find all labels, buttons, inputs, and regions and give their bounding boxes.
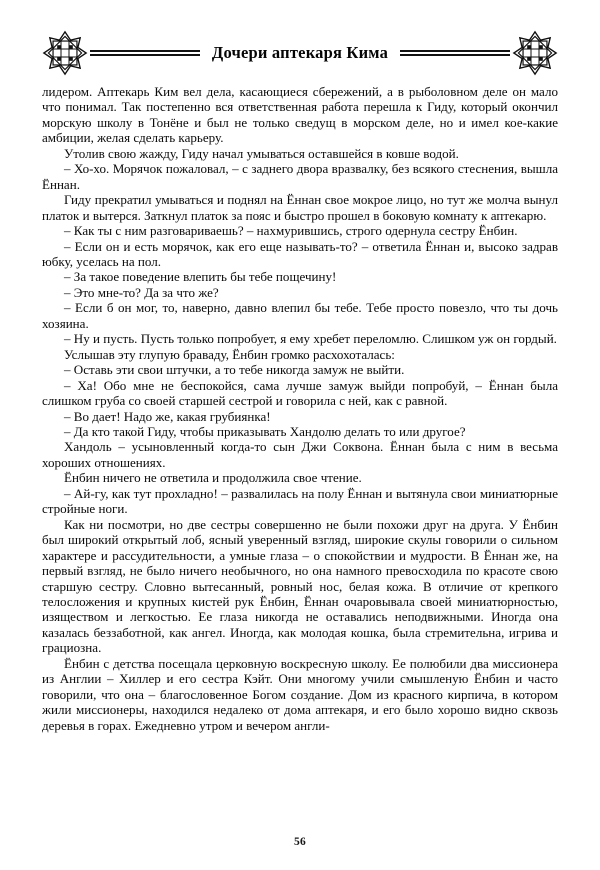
paragraph: Гиду прекратил умываться и поднял на Ённан свое мокрое лицо, но тут же молча вынул платок и вытерся. Заткнул платок за пояс и быстро прошел в боковую комнату к аптекарю. (42, 192, 558, 223)
double-rule-icon (400, 50, 510, 56)
paragraph: – Если он и есть морячок, как его еще называть-то? – ответила Ённан и, высоко задрав юбку, уселась на пол. (42, 238, 558, 269)
paragraph: Хандоль – усыновленный когда-то сын Джи Соквона. Ённан была с ним в весьма хороших отношениях. (42, 439, 558, 470)
paragraph: Как ни посмотри, но две сестры совершенно не были похожи друг на друга. У Ёнбин был широкий открытый лоб, ясный уверенный взгляд, широкие скулы говорили о сильном характере и рассудительности, а умные глаза – о спокойствии и мудрости. В Ённан же, на первый взгляд, не было ничего необычного, но она намного превосходила по красоте свою старшую сестру. Словно вытесанный, ровный нос, белая кожа. В отличие от крепкого телосложения и крупных кистей рук Ёнбин, Ённан очаровывала своей миниатюрностью, изяществом и легкостью. Ее глаза никогда не оставались неподвижными. Иногда она казалась беззаботной, как ангел. Иногда, как молодая кошка, была стремительна, игрива и грациозна. (42, 516, 558, 656)
paragraph: Утолив свою жажду, Гиду начал умываться оставшейся в ковше водой. (64, 145, 459, 161)
paragraph: – Ну и пусть. Пусть только попробует, я ему хребет переломлю. Слишком уж он гордый. (64, 331, 557, 347)
paragraph: – Хо-хо. Морячок пожаловал, – с заднего двора вразвалку, без всякого стеснения, вышла Ённан. (42, 161, 558, 192)
paragraph: – Это мне-то? Да за что же? (64, 284, 219, 300)
running-head (42, 28, 558, 78)
paragraph: – Ха! Обо мне не беспокойся, сама лучше замуж выйди попробуй, – Ённан была слишком груба со своей старшей сестрой и говорила с ней, как с равной. (42, 377, 558, 409)
paragraph: – Как ты с ним разговариваешь? – нахмурившись, строго одернула сестру Ёнбин. (64, 223, 518, 239)
paragraph: Ёнбин с детства посещала церковную воскресную школу. Ее полюбили два миссионера из Англии – Хиллер и его сестра Кэйт. Они многому учили смышленую Ёнбин и часто говорили, что она – благословенное Богом создание. Дом из красного кирпича, в котором жили миссионеры, находился недалеко от дома аптекаря, и его было хорошо видно сквозь деревья в горах. Ежедневно утром и вечером англи- (42, 655, 558, 733)
double-rule-icon (90, 50, 200, 56)
paragraph: – Да кто такой Гиду, чтобы приказывать Хандолю делать то или другое? (64, 423, 466, 439)
rosette-ornament-icon (512, 30, 558, 76)
paragraph: Услышав эту глупую браваду, Ёнбин громко расхохоталась: (64, 346, 395, 362)
paragraph: – Если б он мог, то, наверно, давно влепил бы тебе. Тебе просто повезло, что ты дочь хозяина. (42, 300, 558, 331)
rosette-ornament-icon (42, 30, 88, 76)
body-text (42, 84, 558, 733)
page-number: 56 (293, 836, 307, 848)
paragraph: – Ай-гу, как тут прохладно! – развалилась на полу Ённан и вытянула свои миниатюрные стройные ноги. (42, 485, 558, 517)
paragraph: – Оставь эти свои штучки, а то тебе никогда замуж не выйти. (64, 362, 405, 378)
paragraph: – Во дает! Надо же, какая грубиянка! (64, 408, 271, 424)
paragraph: – За такое поведение влепить бы тебе пощечину! (64, 269, 337, 285)
page-title: Дочери аптекаря Кима (211, 43, 389, 62)
paragraph: лидером. Аптекарь Ким вел дела, касающиеся сбережений, а в рыболовном деле он мало что понимал. Так постепенно вся ответственная работа перешла к Гиду, который окончил морскую школу в Тонёне и был не только сведущ в морском деле, но и имел кое-какие амбиции, желая сделать карьеру. (42, 84, 558, 146)
paragraph: Ёнбин ничего не ответила и продолжила свое чтение. (64, 470, 362, 486)
